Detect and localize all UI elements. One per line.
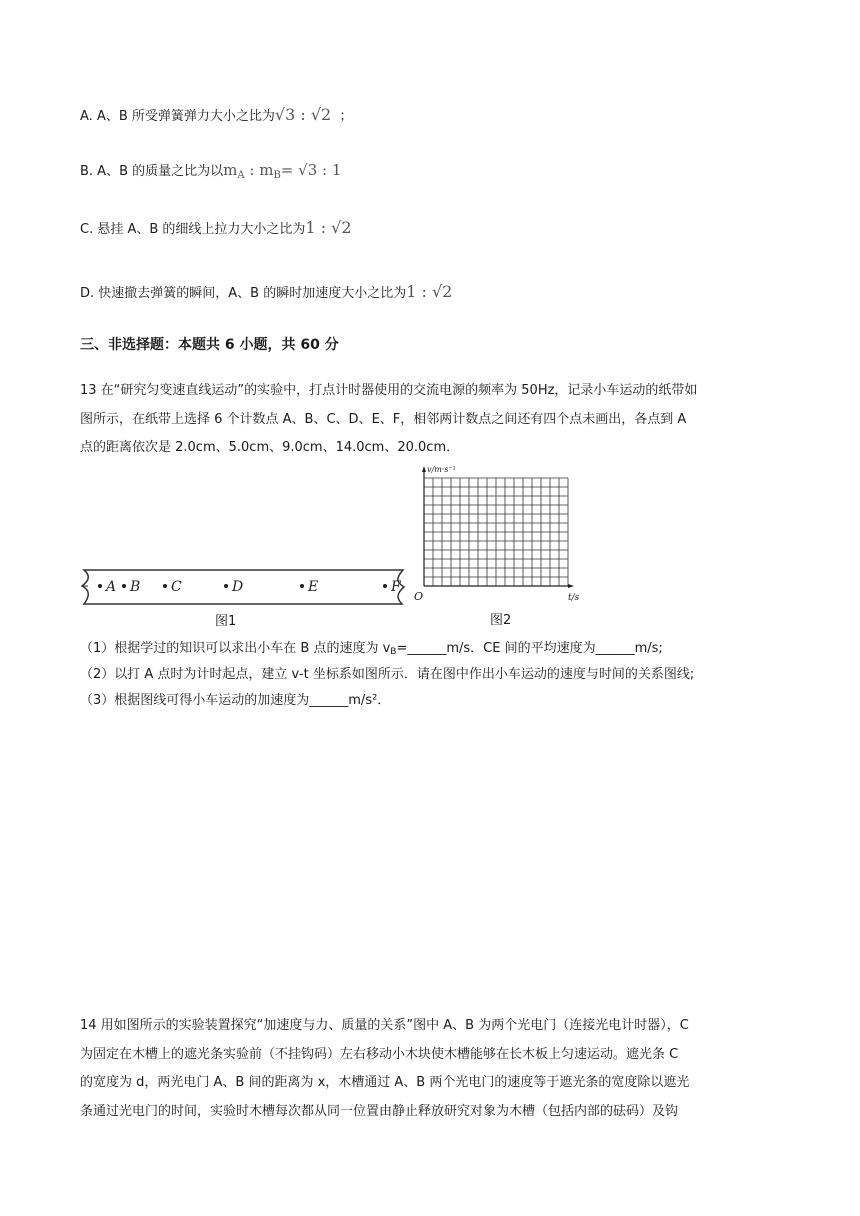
option-d	[80, 282, 452, 304]
figure-1-tape	[78, 560, 413, 635]
option-c-text: C. 悬挂 A、B 的细线上拉力大小之比为	[80, 222, 306, 237]
q14-line-3: 的宽度为 d，两光电门 A、B 间的距离为 x，木槽通过 A、B 两个光电门的速度等于遮光条的宽度除以遮光	[80, 1075, 690, 1090]
point-label-d: D	[232, 579, 244, 595]
point-label-b: B	[130, 579, 141, 595]
q14-line-2: 为固定在木槽上的遮光条实验前（不挂钩码）左右移动小木块使木槽能够在长木板上匀速运动。遮光条 C	[80, 1046, 679, 1062]
v-axis-label: v/m·s⁻¹	[427, 465, 456, 474]
mass-symbol-a: m	[223, 161, 238, 179]
tape-point-a	[97, 575, 145, 601]
ratio-value: = √3 : 1	[280, 161, 342, 179]
mass-symbol-b: m	[259, 161, 274, 179]
option-a-formula: √3 : √2	[274, 105, 332, 124]
point-label-e: E	[308, 579, 319, 595]
tape-point-e	[299, 575, 323, 601]
origin-label: O	[414, 590, 424, 602]
option-a	[80, 105, 352, 127]
subscript-a: A	[237, 170, 245, 181]
option-c	[80, 218, 352, 240]
q13-sub-1-rest: =______m/s．CE 间的平均速度为______m/s;	[396, 641, 663, 656]
q13-sub-1-subscript: B	[390, 647, 397, 657]
vt-graph	[410, 462, 590, 602]
q13-line-3: 点的距离依次是 2.0cm、5.0cm、9.0cm、14.0cm、20.0cm．	[80, 440, 460, 455]
q14-line-4: 条通过光电门的时间，实验时木槽每次都从同一位置由静止释放研究对象为木槽（包括内部的砝码）及钩	[80, 1103, 679, 1119]
option-d-formula: 1 : √2	[406, 282, 453, 301]
section-heading: 三、非选择题：本题共 6 小题，共 60 分	[80, 337, 339, 353]
q13-sub-2: （2）以打 A 点时为计时起点，建立 v-t 坐标系如图所示．请在图中作出小车运动的速度与时间的关系图线;	[80, 667, 695, 682]
option-c-formula: 1 : √2	[305, 218, 352, 237]
q13-sub-1-text: （1）根据学过的知识可以求出小车在 B 点的速度为 v	[80, 641, 391, 656]
option-b	[80, 160, 341, 186]
subscript-b: B	[273, 170, 281, 181]
option-b-text: B. A、B 的质量之比为以	[80, 164, 224, 179]
q14-line-1: 14 用如图所示的实验装置探究“加速度与力、质量的关系”图中 A、B 为两个光电门（连接光电计时器），C	[80, 1018, 689, 1033]
tape-point-f	[382, 575, 406, 601]
q13-sub-3: （3）根据图线可得小车运动的加速度为______m/s²．	[80, 693, 391, 708]
point-label-a: A	[106, 579, 117, 595]
point-label-c: C	[171, 579, 182, 595]
option-a-text: A. A、B 所受弹簧弹力大小之比为	[80, 109, 275, 124]
q14-text	[80, 1012, 790, 1126]
figure-2-grid	[410, 462, 590, 634]
ratio-colon: :	[244, 161, 260, 179]
option-b-formula	[223, 161, 341, 179]
t-axis-label: t/s	[568, 593, 580, 602]
figure-1-caption: 图1	[215, 614, 237, 629]
figure-2-caption: 图2	[490, 613, 512, 628]
tape-point-c	[162, 575, 186, 601]
q13-sub-1	[80, 639, 663, 662]
q13-text	[80, 377, 780, 463]
point-label-f: F	[391, 579, 401, 595]
q13-line-1: 13 在“研究匀变速直线运动”的实验中，打点计时器使用的交流电源的频率为 50Hz，记录小车运动的纸带如	[80, 383, 698, 398]
tape-point-d	[223, 575, 247, 601]
option-a-suffix: ；	[339, 109, 353, 124]
option-d-text: D. 快速撤去弹簧的瞬间，A、B 的瞬时加速度大小之比为	[80, 286, 407, 301]
q13-line-2: 图所示，在纸带上选择 6 个计数点 A、B、C、D、E、F，相邻两计数点之间还有四个点未画出，各点到 A	[80, 411, 687, 427]
